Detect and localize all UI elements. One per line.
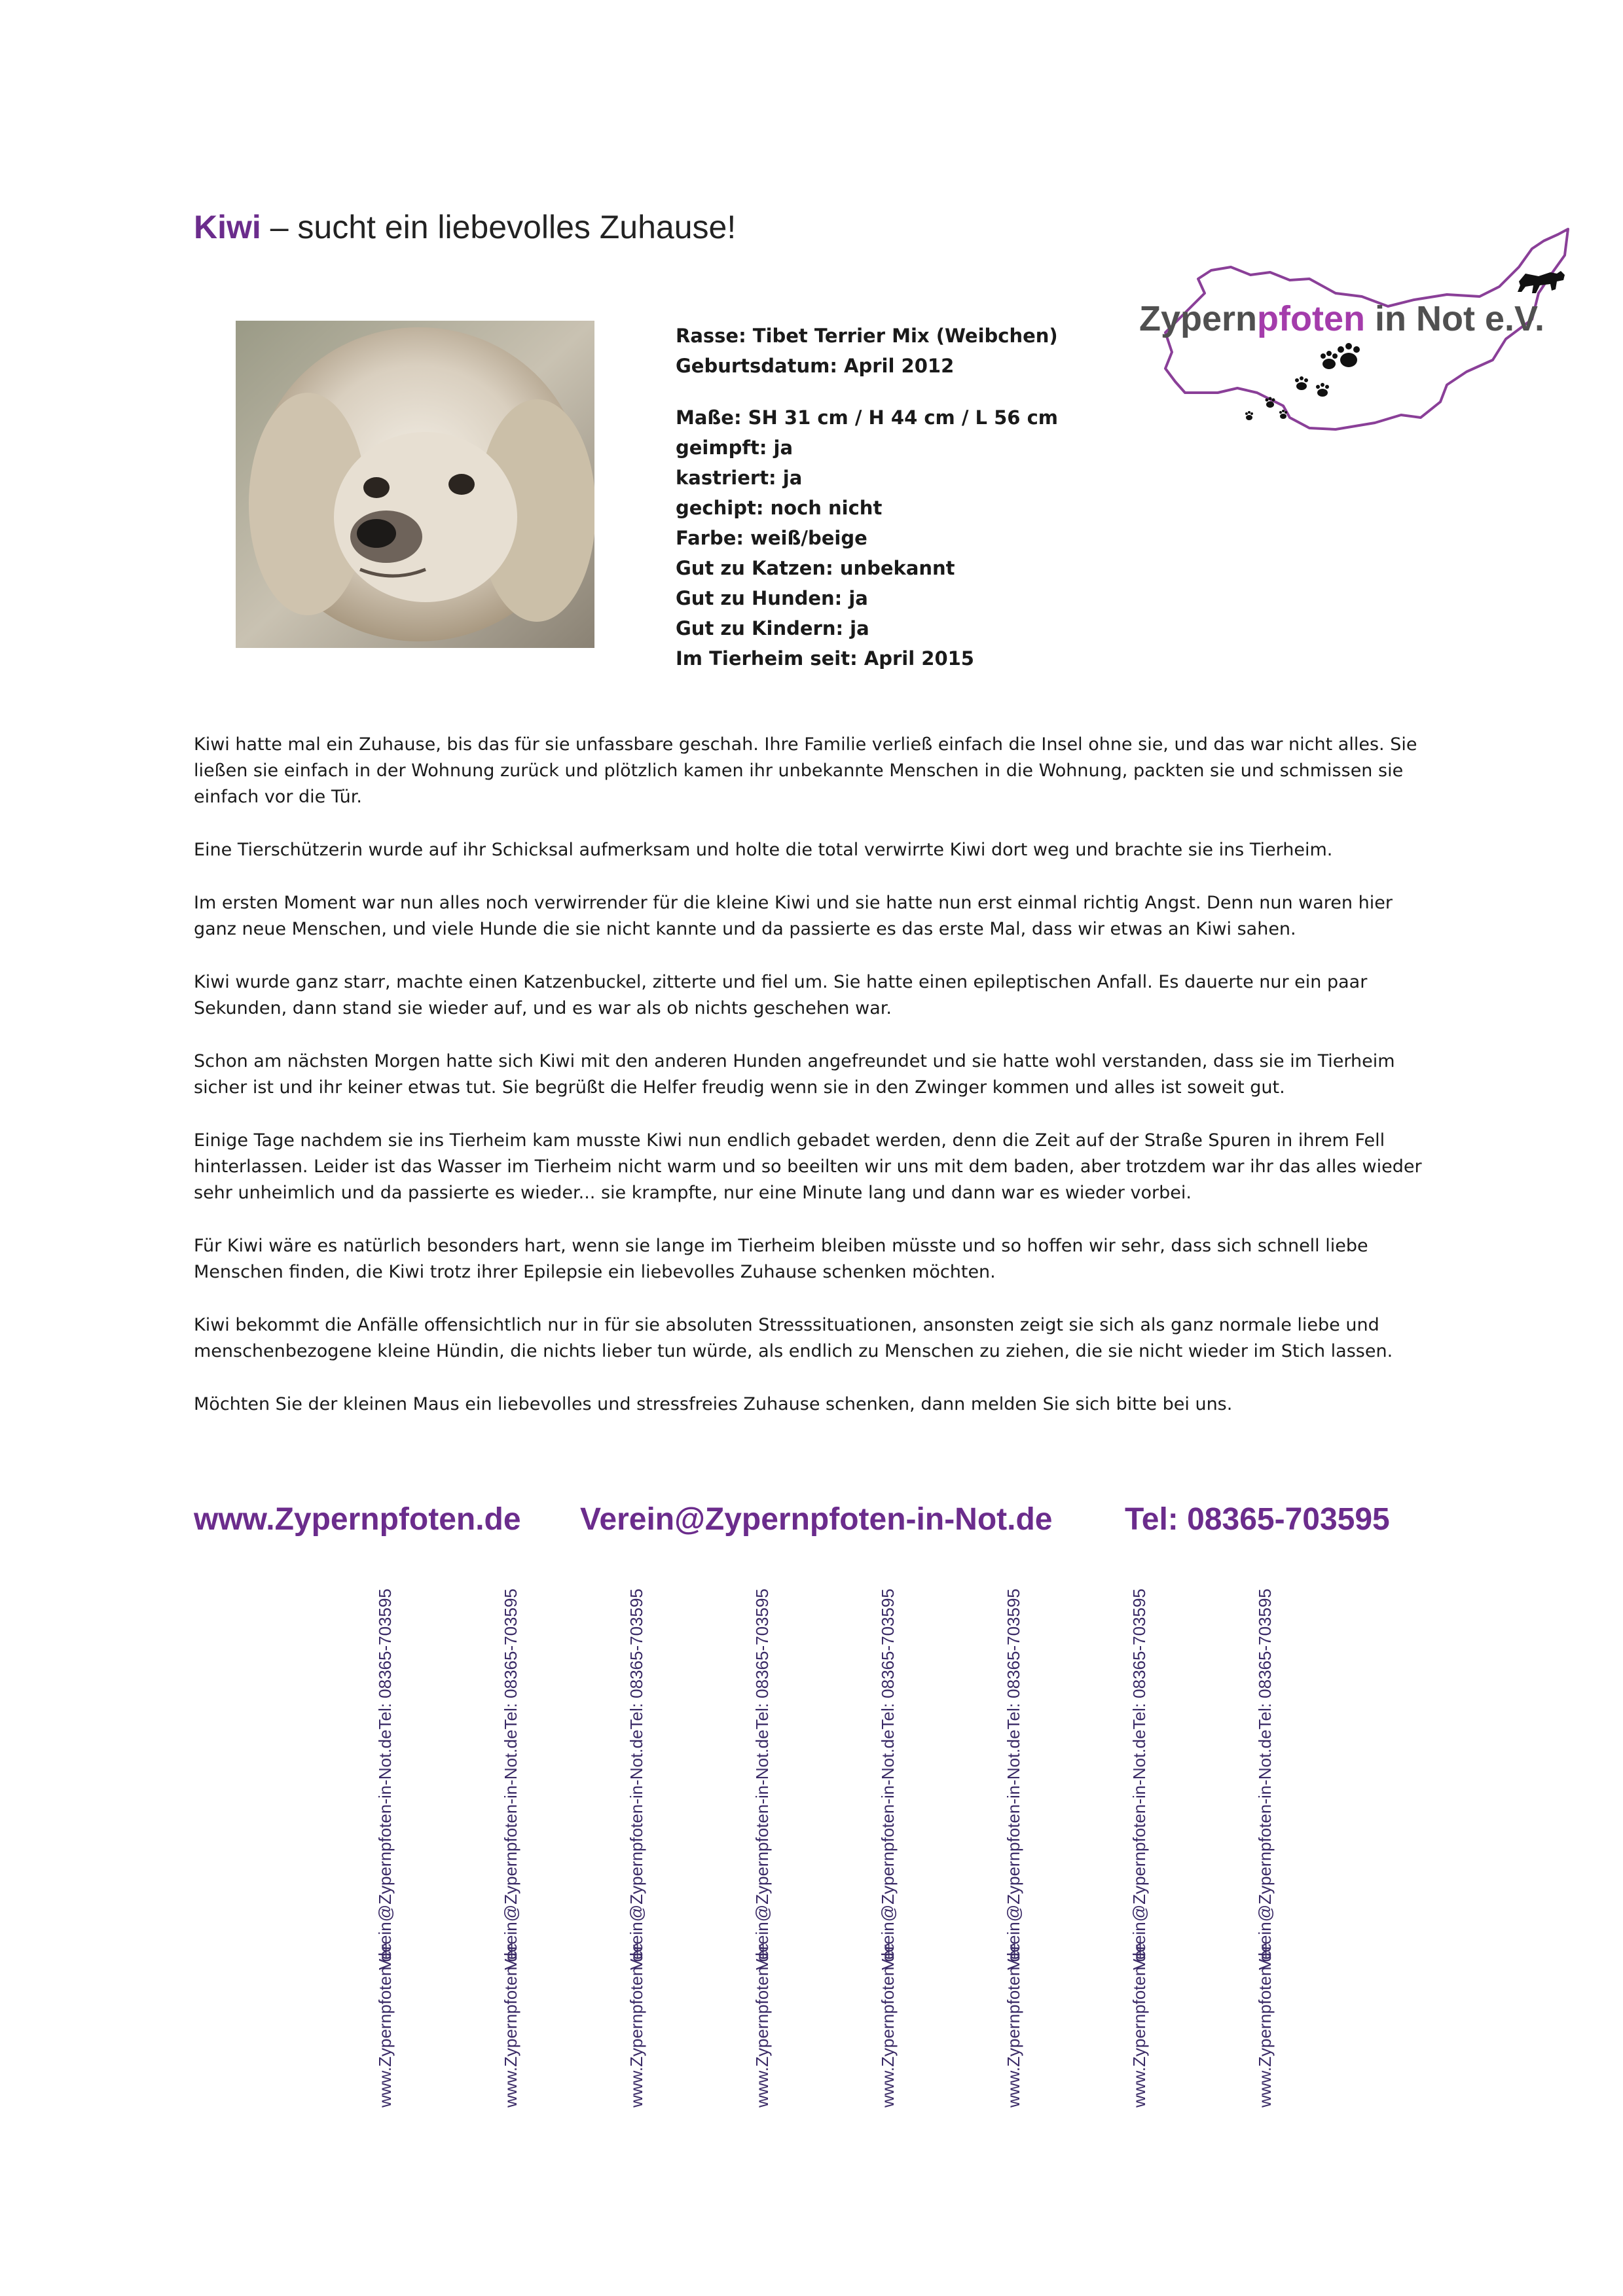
story-paragraph: Kiwi hatte mal ein Zuhause, bis das für sie unfassbare geschah. Ihre Familie verließ einfach die Insel ohne sie, und das war nicht alles. Sie ließen sie einfach in der Wohnung zurück und plötzlich kamen ihr unbekannte Menschen in die Wohnung, packten sie und schmissen sie einfach vor die Tür. (194, 734, 1417, 807)
tear-off-website: www.Zypernpfoten.de (626, 1943, 646, 2108)
tear-off-email: Verein@Zypernpfoten-in-Not.de (626, 1729, 646, 1970)
tear-off-email: Verein@Zypernpfoten-in-Not.de (374, 1729, 395, 1970)
tear-off-email: Verein@Zypernpfoten-in-Not.de (1003, 1729, 1023, 1970)
tear-off-email: Verein@Zypernpfoten-in-Not.de (877, 1729, 898, 1970)
tear-off-strip[interactable] (873, 1588, 902, 2108)
logo-word-3: in Not e.V. (1365, 299, 1545, 338)
fact-breed: Rasse: Tibet Terrier Mix (Weibchen) (676, 325, 1058, 347)
tear-off-phone: Tel: 08365-703595 (877, 1588, 898, 1730)
tear-off-website: www.Zypernpfoten.de (1003, 1943, 1023, 2108)
tear-off-strip[interactable] (496, 1588, 525, 2108)
tear-off-email: Verein@Zypernpfoten-in-Not.de (752, 1729, 772, 1970)
dog-photo (236, 321, 594, 648)
tear-off-phone: Tel: 08365-703595 (374, 1588, 395, 1730)
tear-off-email: Verein@Zypernpfoten-in-Not.de (1254, 1729, 1275, 1970)
paw-prints-icon (1245, 343, 1360, 420)
tear-off-strip[interactable] (1250, 1588, 1279, 2108)
fact-chipped: gechipt: noch nicht (676, 497, 883, 519)
dog-photo-illustration (236, 321, 594, 648)
tear-off-website: www.Zypernpfoten.de (374, 1943, 395, 2108)
tear-off-strip[interactable] (748, 1588, 776, 2108)
story-paragraph: Eine Tierschützerin wurde auf ihr Schicksal aufmerksam und holte die total verwirrte Kiwi dort weg und brachte sie ins Tierheim. (194, 840, 1333, 860)
tear-off-strip[interactable] (371, 1588, 399, 2108)
tear-off-email: Verein@Zypernpfoten-in-Not.de (1129, 1729, 1149, 1970)
tear-off-strip[interactable] (999, 1588, 1028, 2108)
organization-logo (1139, 221, 1571, 476)
tear-off-phone: Tel: 08365-703595 (500, 1588, 520, 1730)
tear-off-website: www.Zypernpfoten.de (500, 1943, 520, 2108)
tear-off-website: www.Zypernpfoten.de (1254, 1943, 1275, 2108)
tear-off-phone: Tel: 08365-703595 (752, 1588, 772, 1730)
logo-word-1: Zypern (1139, 299, 1258, 338)
tear-off-phone: Tel: 08365-703595 (1003, 1588, 1023, 1730)
tear-off-website: www.Zypernpfoten.de (877, 1943, 898, 2108)
tear-off-strip[interactable] (1125, 1588, 1154, 2108)
story-paragraph: Kiwi bekommt die Anfälle offensichtlich nur in für sie absoluten Stresssituationen, ansonsten zeigt sie sich als ganz normale liebe und menschenbezogene kleine Hündin, die nichts lieber tun würde, als endlich zu Menschen zu ziehen, die sie nicht wieder im Stich lassen. (194, 1315, 1393, 1361)
fact-color: Farbe: weiß/beige (676, 527, 867, 549)
story-paragraph: Möchten Sie der kleinen Maus ein liebevolles und stressfreies Zuhause schenken, dann melden Sie sich bitte bei uns. (194, 1394, 1233, 1414)
tear-off-phone: Tel: 08365-703595 (1254, 1588, 1275, 1730)
fact-cats: Gut zu Katzen: unbekannt (676, 557, 955, 579)
story-text (194, 732, 1438, 1444)
tear-off-phone: Tel: 08365-703595 (1129, 1588, 1149, 1730)
story-paragraph: Im ersten Moment war nun alles noch verwirrender für die kleine Kiwi und sie hatte nun erst einmal richtig Angst. Denn nun waren hier ganz neue Menschen, und viele Hunde die sie nicht kannte und da passierte es das erste Mal, dass wir etwas an Kiwi sahen. (194, 893, 1393, 939)
tear-off-website: www.Zypernpfoten.de (1129, 1943, 1149, 2108)
story-paragraph: Für Kiwi wäre es natürlich besonders hart, wenn sie lange im Tierheim bleiben müsste und so hoffen wir sehr, dass sich schnell liebe Menschen finden, die Kiwi trotz ihrer Epilepsie ein liebevolles Zuhause schenken möchten. (194, 1236, 1368, 1282)
fact-vaccinated: geimpft: ja (676, 437, 793, 459)
dog-name: Kiwi (194, 209, 261, 245)
cyprus-outline-icon (1139, 221, 1571, 476)
contact-email[interactable]: Verein@Zypernpfoten-in-Not.de (580, 1502, 1053, 1537)
fact-shelter-since: Im Tierheim seit: April 2015 (676, 647, 974, 670)
title-tagline: – sucht ein liebevolles Zuhause! (261, 209, 737, 245)
tear-off-email: Verein@Zypernpfoten-in-Not.de (500, 1729, 520, 1970)
story-paragraph: Schon am nächsten Morgen hatte sich Kiwi mit den anderen Hunden angefreundet und sie hatte wohl verstanden, dass sie im Tierheim sicher ist und ihr keiner etwas tut. Sie begrüßt die Helfer freudig wenn sie in den Zwinger kommen und alles ist soweit gut. (194, 1051, 1395, 1098)
tear-off-phone: Tel: 08365-703595 (626, 1588, 646, 1730)
page-title (194, 208, 736, 246)
story-paragraph: Einige Tage nachdem sie ins Tierheim kam musste Kiwi nun endlich gebadet werden, denn die Zeit auf der Straße Spuren in ihrem Fell hinterlassen. Leider ist das Wasser im Tierheim nicht warm und so beeilten wir uns mit dem baden, aber trotzdem war ihr das alles wieder sehr unheimlich und da passierte es wieder... sie krampfte, nur eine Minute lang und dann war es wieder vorbei. (194, 1130, 1422, 1203)
logo-wordmark (1139, 298, 1544, 339)
tear-off-strip[interactable] (622, 1588, 651, 2108)
fact-birthdate: Geburtsdatum: April 2012 (676, 355, 955, 377)
fact-sheet (676, 321, 1121, 673)
story-paragraph: Kiwi wurde ganz starr, machte einen Katzenbuckel, zitterte und fiel um. Sie hatte einen epileptischen Anfall. Es dauerte nur ein paar Sekunden, dann stand sie wieder auf, und es war als ob nichts geschehen war. (194, 972, 1368, 1018)
fact-neutered: kastriert: ja (676, 467, 803, 489)
logo-word-2: pfoten (1257, 299, 1365, 338)
tear-off-website: www.Zypernpfoten.de (752, 1943, 772, 2108)
fact-measurements: Maße: SH 31 cm / H 44 cm / L 56 cm (676, 406, 1058, 429)
fact-dogs: Gut zu Hunden: ja (676, 587, 868, 609)
fact-kids: Gut zu Kindern: ja (676, 617, 869, 639)
contact-website[interactable]: www.Zypernpfoten.de (194, 1502, 521, 1537)
contact-phone: Tel: 08365-703595 (1125, 1502, 1390, 1537)
